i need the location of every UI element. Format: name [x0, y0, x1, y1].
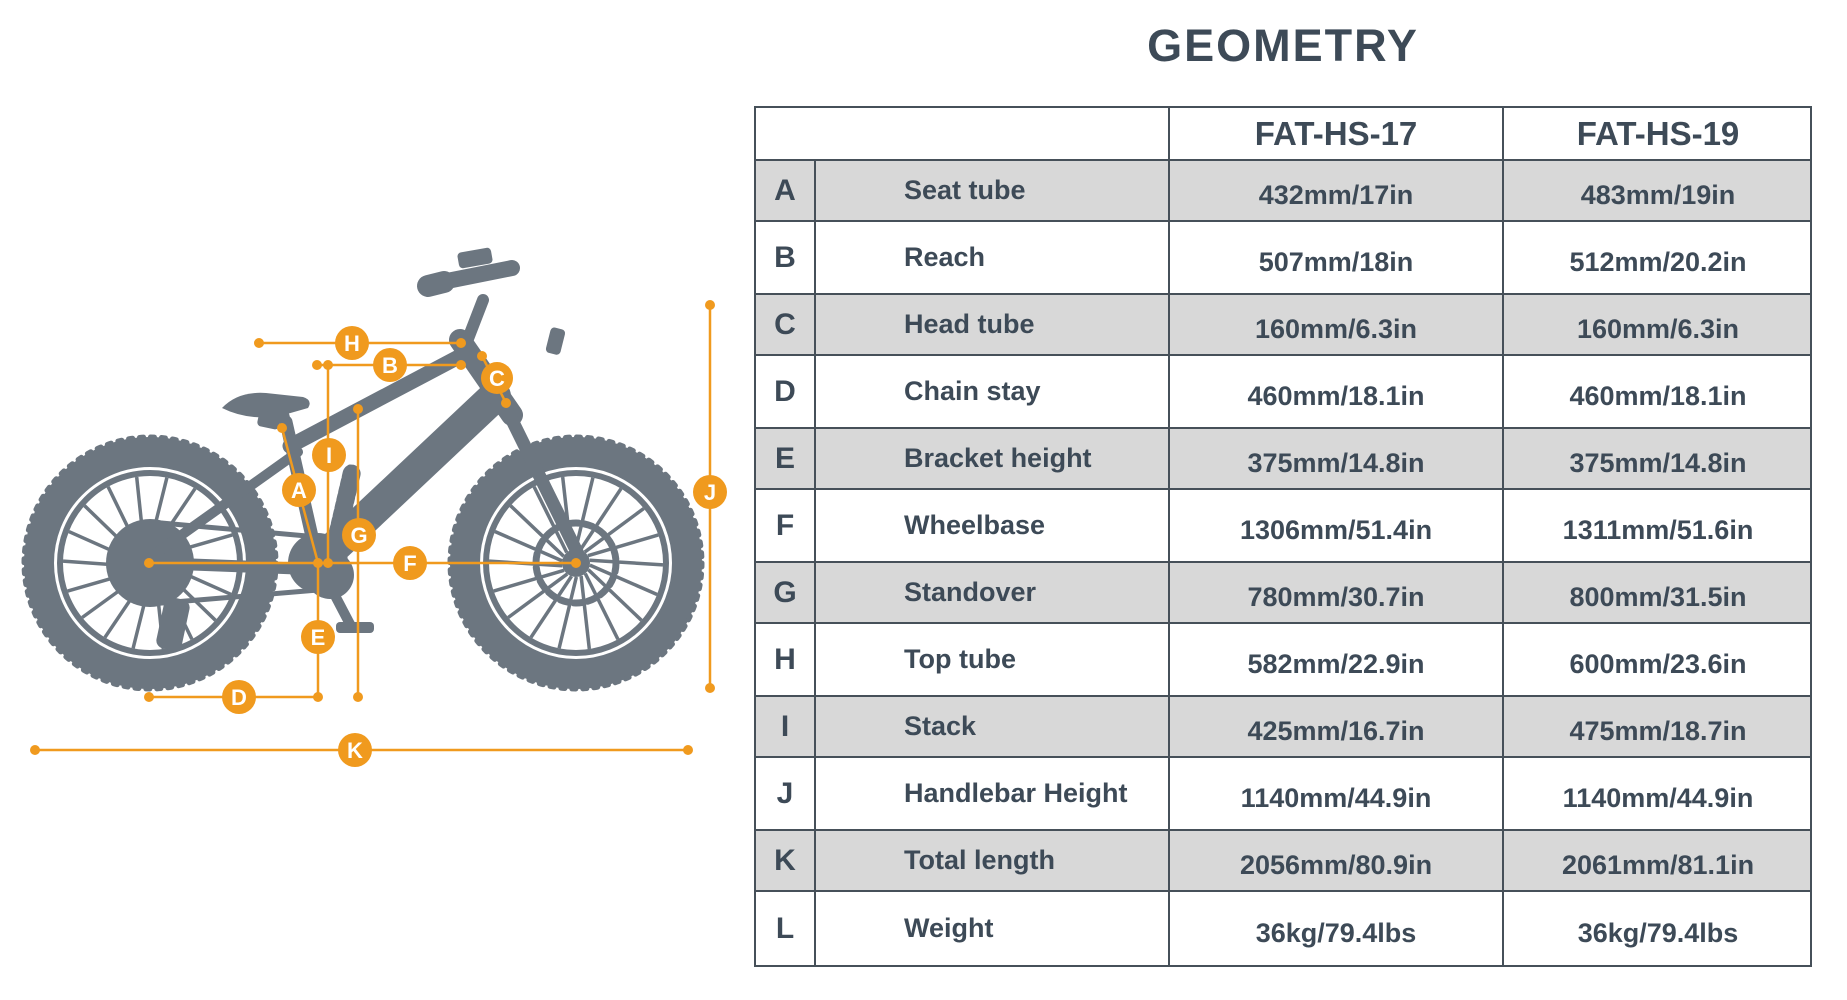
table-row	[756, 356, 1810, 429]
row-name: Standover	[814, 563, 1168, 622]
row-name: Wheelbase	[814, 490, 1168, 561]
row-value-fat-hs-17: 432mm/17in	[1168, 161, 1502, 220]
marker-letter: D	[231, 685, 247, 710]
row-letter: G	[773, 575, 797, 609]
row-name: Handlebar Height	[814, 758, 1168, 829]
header-model-2: FAT-HS-19	[1502, 108, 1812, 159]
row-value-fat-hs-17: 1306mm/51.4in	[1168, 490, 1502, 561]
row-name: Weight	[814, 892, 1168, 965]
marker-letter: F	[403, 551, 417, 576]
row-letter: L	[775, 911, 795, 945]
row-letter: F	[775, 508, 795, 542]
row-value-fat-hs-19: 512mm/20.2in	[1502, 222, 1812, 293]
row-letter: J	[776, 776, 794, 810]
row-letter: K	[774, 843, 796, 877]
table-row	[756, 697, 1810, 758]
row-name: Top tube	[814, 624, 1168, 695]
row-value-fat-hs-19: 460mm/18.1in	[1502, 356, 1812, 427]
row-name: Bracket height	[814, 429, 1168, 488]
row-value-fat-hs-19: 475mm/18.7in	[1502, 697, 1812, 756]
header-model-1: FAT-HS-17	[1168, 108, 1502, 159]
row-name: Chain stay	[814, 356, 1168, 427]
table-row	[756, 758, 1810, 831]
row-value-fat-hs-19: 600mm/23.6in	[1502, 624, 1812, 695]
table-row	[756, 429, 1810, 490]
table-row	[756, 831, 1810, 892]
marker-letter: B	[382, 353, 398, 378]
row-letter: D	[774, 374, 796, 408]
row-value-fat-hs-17: 2056mm/80.9in	[1168, 831, 1502, 890]
marker-J	[693, 300, 727, 693]
marker-B	[312, 348, 466, 382]
row-name: Reach	[814, 222, 1168, 293]
page-title: GEOMETRY	[1147, 20, 1419, 71]
marker-letter: E	[310, 625, 326, 650]
row-value-fat-hs-17: 425mm/16.7in	[1168, 697, 1502, 756]
marker-letter: H	[344, 331, 360, 356]
marker-letter: J	[703, 480, 717, 505]
row-letter: H	[774, 642, 796, 676]
row-value-fat-hs-19: 800mm/31.5in	[1502, 563, 1812, 622]
table-row	[756, 222, 1810, 295]
row-value-fat-hs-17: 160mm/6.3in	[1168, 295, 1502, 354]
table-row	[756, 161, 1810, 222]
marker-letter: A	[291, 478, 307, 503]
row-letter: E	[774, 441, 795, 475]
marker-letter: C	[489, 366, 505, 391]
row-value-fat-hs-19: 36kg/79.4lbs	[1502, 892, 1812, 965]
row-letter: A	[774, 173, 796, 207]
row-value-fat-hs-19: 2061mm/81.1in	[1502, 831, 1812, 890]
row-name: Head tube	[814, 295, 1168, 354]
row-value-fat-hs-17: 36kg/79.4lbs	[1168, 892, 1502, 965]
table-row	[756, 563, 1810, 624]
row-value-fat-hs-17: 460mm/18.1in	[1168, 356, 1502, 427]
marker-letter: K	[347, 738, 363, 763]
marker-H	[254, 326, 466, 360]
table-row	[756, 892, 1810, 965]
marker-letter: I	[325, 443, 333, 468]
row-value-fat-hs-19: 375mm/14.8in	[1502, 429, 1812, 488]
row-name: Seat tube	[814, 161, 1168, 220]
row-value-fat-hs-17: 582mm/22.9in	[1168, 624, 1502, 695]
row-value-fat-hs-19: 1140mm/44.9in	[1502, 758, 1812, 829]
row-value-fat-hs-19: 483mm/19in	[1502, 161, 1812, 220]
row-letter: C	[774, 307, 796, 341]
bike-silhouette	[24, 247, 702, 689]
marker-K	[30, 733, 693, 767]
row-name: Total length	[814, 831, 1168, 890]
bike-geometry-diagram	[0, 0, 760, 1000]
row-name: Stack	[814, 697, 1168, 756]
row-value-fat-hs-17: 1140mm/44.9in	[1168, 758, 1502, 829]
row-value-fat-hs-19: 1311mm/51.6in	[1502, 490, 1812, 561]
header-empty-cell	[756, 108, 1168, 159]
table-header-row	[756, 108, 1810, 161]
table-row	[756, 490, 1810, 563]
row-value-fat-hs-17: 780mm/30.7in	[1168, 563, 1502, 622]
table-row	[756, 295, 1810, 356]
row-letter: I	[780, 709, 790, 743]
row-value-fat-hs-17: 507mm/18in	[1168, 222, 1502, 293]
geometry-table	[754, 106, 1812, 967]
marker-letter: G	[350, 523, 368, 548]
row-letter: B	[774, 240, 796, 274]
row-value-fat-hs-17: 375mm/14.8in	[1168, 429, 1502, 488]
row-value-fat-hs-19: 160mm/6.3in	[1502, 295, 1812, 354]
table-row	[756, 624, 1810, 697]
